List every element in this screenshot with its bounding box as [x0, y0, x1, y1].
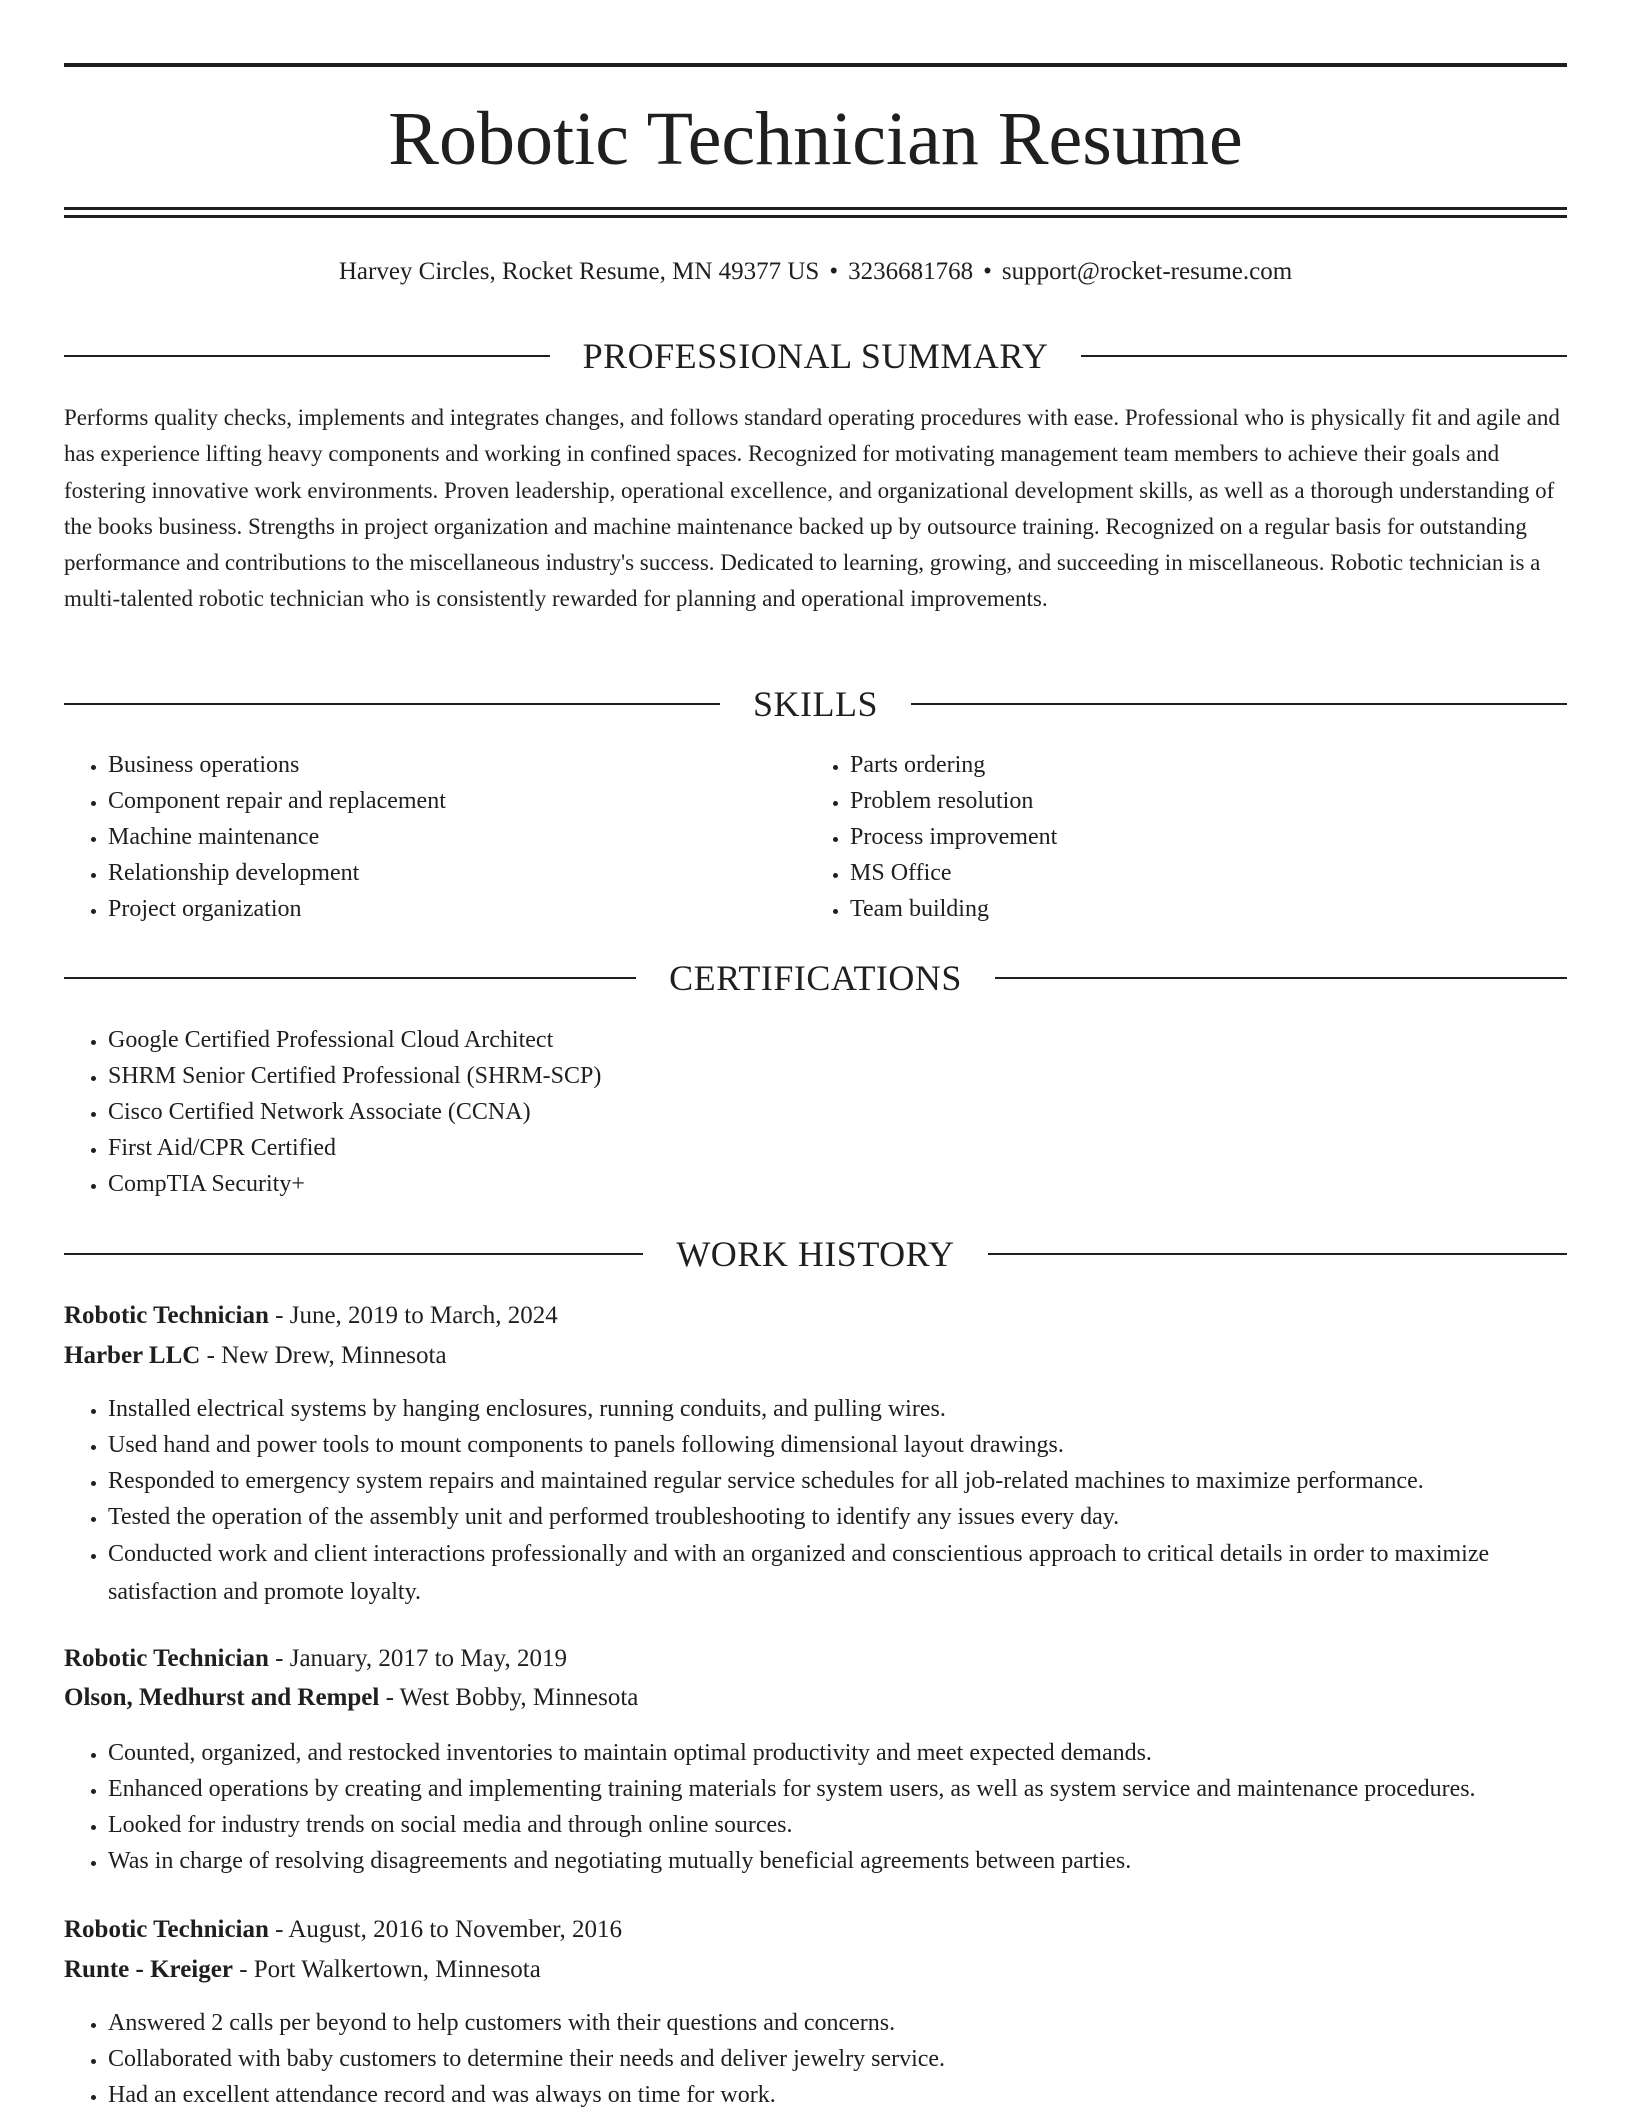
summary-text: Performs quality checks, implements and integrates changes, and follows standard operating procedures with ease. Professional who is physically fit and agile and has experience lifting heavy components and working in confined spaces. Recognized for motivating management team members to achieve their goals and fostering innovative work environments. Proven leadership, operational excellence, and organizational development skills, as well as a thorough understanding of the books business. Strengths in project organization and machine maintenance backed up by outsource training. Recognized on a regular basis for outstanding performance and contributions to the miscellaneous industry's success. Dedicated to learning, growing, and succeeding in miscellaneous. Robotic technician is a multi-talented robotic technician who is consistently rewarded for planning and operational improvements. — [64, 405, 1560, 612]
heading-rule — [64, 1253, 643, 1255]
job-bullet: • Responded to emergency system repairs and maintained regular service schedules for all job-related machines to maximize performance. — [108, 1463, 1568, 1499]
section-title: PROFESSIONAL SUMMARY — [582, 336, 1049, 376]
contact-separator: • — [983, 258, 992, 285]
job-title: Robotic Technician — [64, 1302, 269, 1329]
heading-rule — [1081, 355, 1567, 357]
job-company: Runte - Kreiger — [64, 1956, 233, 1983]
job-bullet: • Enhanced operations by creating and implementing training materials for system users, as well as system service and maintenance procedures. — [108, 1771, 1568, 1807]
job-dates: - August, 2016 to November, 2016 — [268, 1916, 623, 1943]
heading-rule — [995, 977, 1567, 979]
job-bullet: • Used hand and power tools to mount components to panels following dimensional layout drawings. — [108, 1427, 1568, 1463]
job-company-line — [64, 1953, 541, 1987]
skill-item: • Machine maintenance — [108, 819, 808, 855]
job-company-line — [64, 1681, 638, 1715]
contact-phone: 3236681768 — [848, 258, 974, 285]
job-title-line — [64, 1913, 622, 1947]
job-bullets — [64, 1391, 1568, 1611]
job-location: - West Bobby, Minnesota — [379, 1684, 639, 1711]
header-top-rule — [64, 63, 1567, 67]
certification-item: • Google Certified Professional Cloud Architect — [108, 1022, 1568, 1058]
resume-title: Robotic Technician Resume — [388, 97, 1243, 181]
job-title: Robotic Technician — [64, 1645, 269, 1672]
job-title: Robotic Technician — [64, 1916, 269, 1943]
contact-address: Harvey Circles, Rocket Resume, MN 49377 US — [338, 258, 820, 285]
skill-item: • Project organization — [108, 891, 808, 927]
job-bullet: • Looked for industry trends on social media and through online sources. — [108, 1807, 1568, 1843]
heading-rule — [988, 1253, 1567, 1255]
header-rule-2 — [64, 215, 1567, 218]
certification-item: • Cisco Certified Network Associate (CCNA) — [108, 1094, 1568, 1130]
skills-list-left — [64, 747, 808, 927]
section-heading-summary — [64, 336, 1567, 376]
job-bullets — [64, 2005, 1568, 2113]
section-title: CERTIFICATIONS — [669, 958, 962, 998]
heading-rule — [64, 355, 550, 357]
job-company: Harber LLC — [64, 1342, 201, 1369]
certifications-list — [64, 1022, 1568, 1202]
contact-separator: • — [829, 258, 839, 285]
job-bullet: • Tested the operation of the assembly unit and performed troubleshooting to identify any issues every day. — [108, 1499, 1568, 1535]
certification-item: • SHRM Senior Certified Professional (SHRM-SCP) — [108, 1058, 1568, 1094]
skill-item: • Parts ordering — [850, 747, 1550, 783]
job-bullet: • Conducted work and client interactions professionally and with an organized and conscientious approach to critical details in order to maximize satisfaction and promote loyalty. — [108, 1535, 1568, 1611]
skill-item: • Component repair and replacement — [108, 783, 808, 819]
job-bullet: • Collaborated with baby customers to determine their needs and deliver jewelry service. — [108, 2041, 1568, 2077]
job-company: Olson, Medhurst and Rempel — [64, 1684, 380, 1711]
skill-item: • Problem resolution — [850, 783, 1550, 819]
job-dates: - January, 2017 to May, 2019 — [268, 1645, 568, 1672]
section-title: SKILLS — [753, 684, 879, 724]
job-location: - Port Walkertown, Minnesota — [232, 1956, 541, 1983]
section-heading-certifications — [64, 958, 1567, 998]
certification-item: • CompTIA Security+ — [108, 1166, 1568, 1202]
heading-rule — [64, 703, 720, 705]
job-company-line — [64, 1339, 447, 1373]
skill-item: • Process improvement — [850, 819, 1550, 855]
skill-item: • Team building — [850, 891, 1550, 927]
heading-rule — [911, 703, 1567, 705]
header-rule-1 — [64, 207, 1567, 210]
heading-rule — [64, 977, 636, 979]
contact-line — [64, 256, 1567, 288]
section-title: WORK HISTORY — [676, 1234, 955, 1274]
skills-list-right — [806, 747, 1550, 927]
job-bullets — [64, 1735, 1568, 1879]
job-title-line — [64, 1299, 558, 1333]
skill-item: • Business operations — [108, 747, 808, 783]
skill-item: • Relationship development — [108, 855, 808, 891]
skill-item: • MS Office — [850, 855, 1550, 891]
contact-email: support@rocket-resume.com — [1001, 258, 1293, 285]
job-bullet: • Installed electrical systems by hanging enclosures, running conduits, and pulling wires. — [108, 1391, 1568, 1427]
section-heading-skills — [64, 684, 1567, 724]
job-dates: - June, 2019 to March, 2024 — [268, 1302, 558, 1329]
section-heading-work-history — [64, 1234, 1567, 1274]
job-bullet: • Answered 2 calls per beyond to help customers with their questions and concerns. — [108, 2005, 1568, 2041]
job-title-line — [64, 1642, 567, 1676]
job-bullet: • Was in charge of resolving disagreements and negotiating mutually beneficial agreements between parties. — [108, 1843, 1568, 1879]
certification-item: • First Aid/CPR Certified — [108, 1130, 1568, 1166]
job-bullet: • Counted, organized, and restocked inventories to maintain optimal productivity and meet expected demands. — [108, 1735, 1568, 1771]
job-location: - New Drew, Minnesota — [200, 1342, 447, 1369]
job-bullet: • Had an excellent attendance record and was always on time for work. — [108, 2077, 1568, 2113]
